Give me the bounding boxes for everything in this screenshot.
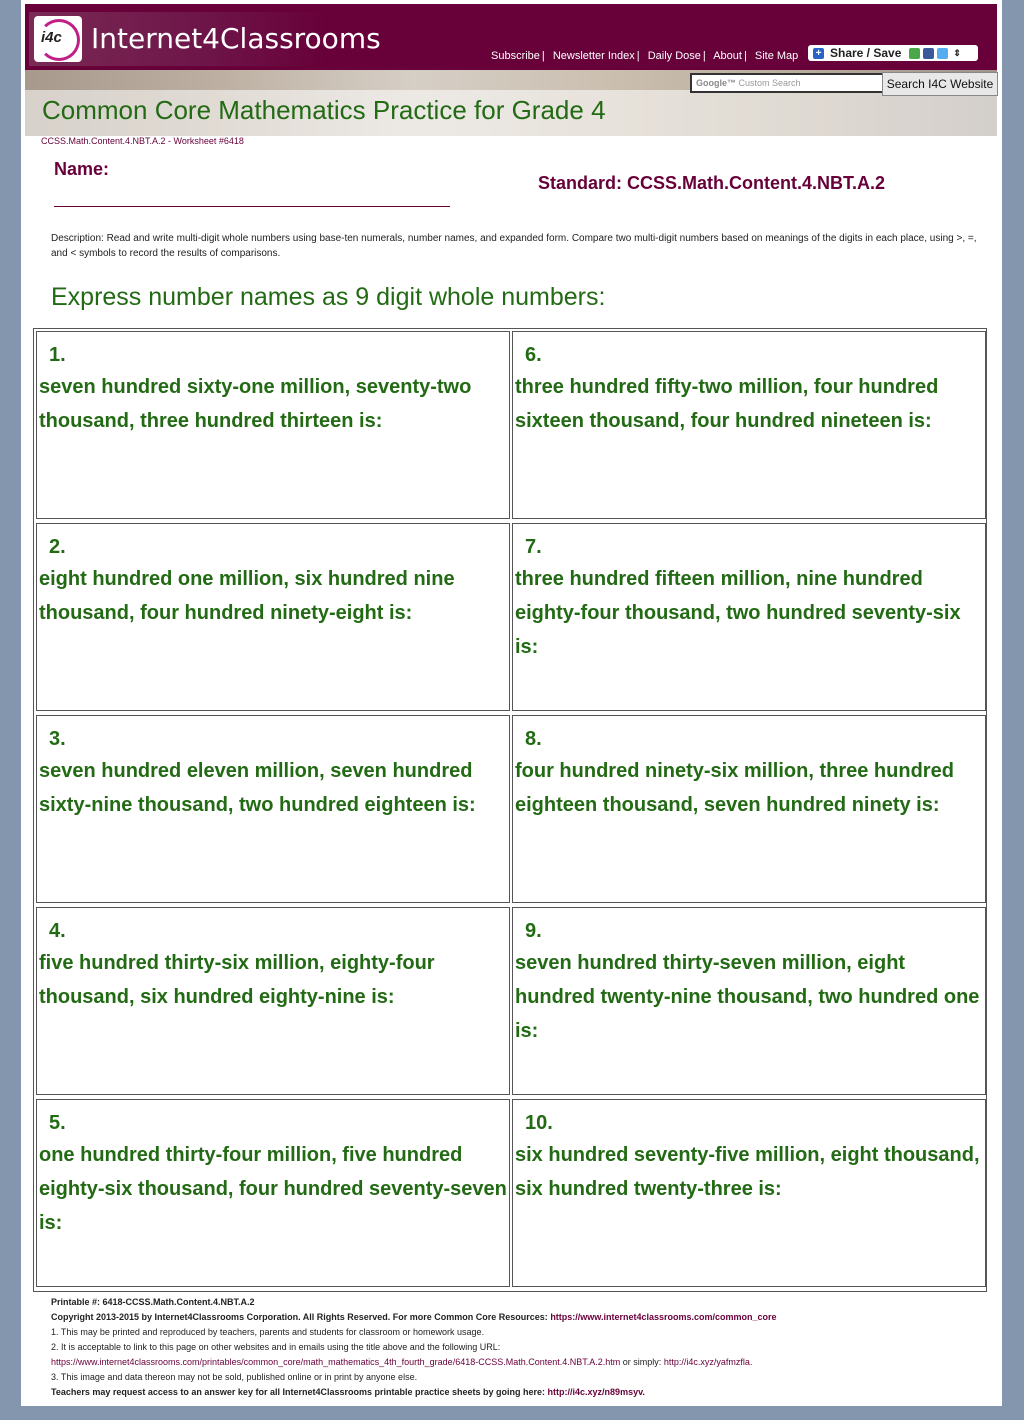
problem-number: 2.	[49, 536, 66, 558]
problem-number: 3.	[49, 728, 66, 750]
problem-cell	[36, 1099, 510, 1287]
nav-subscribe[interactable]: Subscribe	[491, 50, 540, 62]
photo-banner	[25, 70, 997, 136]
answer-key-link[interactable]: http://i4c.xyz/n89msyv.	[547, 1387, 645, 1397]
footer-note-2: 2. It is acceptable to link to this page on other websites and in emails using the title above and the following URL:	[51, 1342, 501, 1352]
site-header	[25, 4, 997, 70]
share-dropdown-icon: ⇕	[953, 47, 961, 58]
site-logo[interactable]	[29, 12, 381, 66]
search-placeholder: Custom Search	[738, 78, 801, 88]
problem-cell	[36, 907, 510, 1095]
footer-note-3: 3. This image and data thereon may not be sold, published online or in print by anyone else.	[51, 1372, 418, 1382]
problem-cell	[512, 1099, 986, 1287]
logo-badge-icon	[34, 16, 82, 62]
problem-number: 4.	[49, 920, 66, 942]
problem-cell	[512, 331, 986, 519]
problem-cell	[36, 715, 510, 903]
problem-number: 5.	[49, 1112, 66, 1134]
problem-number: 8.	[525, 728, 542, 750]
name-line	[54, 206, 450, 207]
footer-note-1: 1. This may be printed and reproduced by teachers, parents and students for classroom or homework usage.	[51, 1327, 485, 1337]
problem-number: 7.	[525, 536, 542, 558]
problem-text: five hundred thirty-six million, eighty-four thousand, six hundred eighty-nine is:	[39, 952, 435, 1008]
instruction: Express number names as 9 digit whole numbers:	[51, 283, 606, 311]
problem-cell	[512, 523, 986, 711]
top-nav: Subscribe | Newsletter Index | Daily Dose | About | Site Map	[491, 50, 799, 62]
logo-badge-text: i4c	[41, 29, 62, 46]
problem-number: 10.	[525, 1112, 553, 1134]
copyright-line	[51, 1310, 991, 1325]
logo-text: Internet4Classrooms	[91, 22, 381, 55]
url-or-text: or simply:	[622, 1357, 662, 1367]
problem-text: six hundred seventy-five million, eight thousand, six hundred twenty-three is:	[515, 1144, 980, 1200]
answer-key-line	[51, 1385, 991, 1400]
footer-url-line	[51, 1355, 991, 1370]
nav-about[interactable]: About	[713, 50, 742, 62]
problem-number: 9.	[525, 920, 542, 942]
problem-text: four hundred ninety-six million, three hundred eighteen thousand, seven hundred ninety is:	[515, 760, 954, 816]
problem-cell	[512, 907, 986, 1095]
short-url-link[interactable]: http://i4c.xyz/yafmzfla.	[663, 1357, 753, 1367]
share-plus-icon: +	[813, 48, 824, 59]
copyright-text: Copyright 2013-2015 by Internet4Classrooms Corporation. All Rights Reserved. For more Common Core Resources:	[51, 1312, 548, 1322]
problem-text: one hundred thirty-four million, five hundred eighty-six thousand, four hundred seventy-seven is:	[39, 1144, 507, 1234]
search-input[interactable]	[690, 73, 884, 93]
search-button[interactable]: Search I4C Website	[882, 72, 998, 96]
problem-text: three hundred fifty-two million, four hundred sixteen thousand, four hundred nineteen is:	[515, 376, 939, 432]
printable-number: Printable #: 6418-CCSS.Math.Content.4.NBT.A.2	[51, 1297, 255, 1307]
problem-number: 6.	[525, 344, 542, 366]
share-save-button[interactable]	[808, 45, 978, 61]
answer-key-text: Teachers may request access to an answer key for all Internet4Classrooms printable practice sheets by going here:	[51, 1387, 546, 1397]
nav-newsletter-index[interactable]: Newsletter Index	[552, 50, 635, 62]
share-label: Share / Save	[830, 46, 902, 60]
problem-text: seven hundred sixty-one million, seventy-two thousand, three hundred thirteen is:	[39, 376, 472, 432]
description: Description: Read and write multi-digit whole numbers using base-ten numerals, number names, and expanded form. Compare two multi-digit numbers based on meanings of the digits in each place, using >, =, and < symbols to record the results of comparisons.	[51, 233, 977, 259]
page-title: Common Core Mathematics Practice for Grade 4	[42, 95, 606, 125]
share-twitter-icon	[937, 48, 948, 59]
google-mark: Google™	[696, 78, 736, 88]
problem-cell	[512, 715, 986, 903]
footer	[51, 1295, 991, 1400]
problem-text: three hundred fifteen million, nine hundred eighty-four thousand, two hundred seventy-six is:	[515, 568, 961, 658]
problem-cell	[36, 523, 510, 711]
problem-cell	[36, 331, 510, 519]
problems-grid	[33, 328, 987, 1292]
problem-text: eight hundred one million, six hundred nine thousand, four hundred ninety-eight is:	[39, 568, 455, 624]
nav-site-map[interactable]: Site Map	[754, 50, 799, 62]
standard-label: Standard: CCSS.Math.Content.4.NBT.A.2	[538, 173, 886, 193]
worksheet-reference: CCSS.Math.Content.4.NBT.A.2 - Worksheet #6418	[41, 136, 244, 146]
share-facebook-icon	[923, 48, 934, 59]
name-label: Name:	[54, 159, 110, 179]
nav-daily-dose[interactable]: Daily Dose	[647, 50, 701, 62]
problem-text: seven hundred thirty-seven million, eight hundred twenty-nine thousand, two hundred one is:	[515, 952, 980, 1042]
share-email-icon	[909, 48, 920, 59]
problem-text: seven hundred eleven million, seven hundred sixty-nine thousand, two hundred eighteen is:	[39, 760, 476, 816]
common-core-link[interactable]: https://www.internet4classrooms.com/common_core	[550, 1312, 777, 1322]
worksheet-url-link[interactable]: https://www.internet4classrooms.com/printables/common_core/math_mathematics_4th_fourth_grade/6418-CCSS.Math.Content.4.NBT.A.2.htm	[51, 1357, 621, 1367]
worksheet-page	[21, 0, 1002, 1406]
problem-number: 1.	[49, 344, 66, 366]
